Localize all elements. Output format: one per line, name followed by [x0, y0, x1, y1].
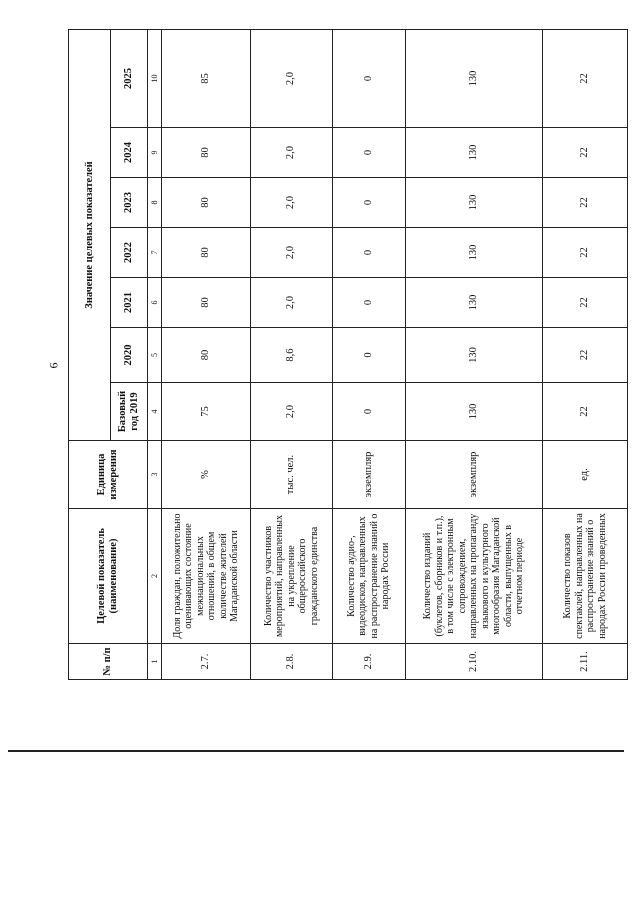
page-number: 6 [46, 362, 61, 369]
header-year: 2021 [111, 278, 148, 328]
rotated-table [68, 30, 628, 680]
year-value: 22 [543, 178, 628, 228]
indicator-name: Количество участников мероприятий, направленных на укрепление общероссийского гражданского единства [251, 509, 333, 644]
year-value: 2,0 [251, 178, 333, 228]
header-no: № п/п [69, 644, 148, 680]
year-value: 22 [543, 128, 628, 178]
indicator-name: Количество показов спектаклей, направленных на распространение знаний о народах России проведенных [543, 509, 628, 644]
year-value: 80 [162, 278, 251, 328]
row-number: 2.7. [162, 644, 251, 680]
column-number: 9 [148, 128, 162, 178]
header-unit: Единица измерения [69, 441, 148, 509]
year-value: 130 [405, 228, 543, 278]
column-number: 8 [148, 178, 162, 228]
indicator-name: Количество изданий (буклетов, сборников и т.п.), в том числе с электронным сопровождением, направленных на пропаганду языкового и культурного многообразия Магаданской области, выпущенных в отчетном периоде [405, 509, 543, 644]
unit: экземпляр [332, 441, 405, 509]
base-value: 130 [405, 383, 543, 441]
header-year: 2024 [111, 128, 148, 178]
year-value: 0 [332, 328, 405, 383]
year-value: 130 [405, 328, 543, 383]
year-value: 130 [405, 128, 543, 178]
column-number: 1 [148, 644, 162, 680]
year-value: 80 [162, 228, 251, 278]
year-value: 22 [543, 29, 628, 127]
header-year: 2020 [111, 328, 148, 383]
column-number-row [148, 29, 162, 679]
header-year: 2023 [111, 178, 148, 228]
year-value: 80 [162, 178, 251, 228]
year-value: 80 [162, 328, 251, 383]
year-value: 130 [405, 29, 543, 127]
table-row [162, 29, 251, 679]
column-number: 2 [148, 509, 162, 644]
base-value: 75 [162, 383, 251, 441]
unit: тыс. чел. [251, 441, 333, 509]
header-year: 2025 [111, 29, 148, 127]
year-value: 130 [405, 278, 543, 328]
row-number: 2.8. [251, 644, 333, 680]
year-value: 130 [405, 178, 543, 228]
base-value: 0 [332, 383, 405, 441]
row-number: 2.10. [405, 644, 543, 680]
year-value: 2,0 [251, 128, 333, 178]
table-row [405, 29, 543, 679]
year-value: 22 [543, 228, 628, 278]
column-number: 7 [148, 228, 162, 278]
indicator-name: Доля граждан, положительно оценивающих состояние межнациональных отношений, в общем количестве жителей Магаданской области [162, 509, 251, 644]
unit: ед. [543, 441, 628, 509]
column-number: 10 [148, 29, 162, 127]
row-number: 2.11. [543, 644, 628, 680]
unit: экземпляр [405, 441, 543, 509]
year-value: 8,6 [251, 328, 333, 383]
base-value: 22 [543, 383, 628, 441]
year-value: 2,0 [251, 228, 333, 278]
header-indicator: Целевой показатель (наименование) [69, 509, 148, 644]
table-row [251, 29, 333, 679]
header-base-year: Базовый год 2019 [111, 383, 148, 441]
rotated-table-container [68, 30, 628, 680]
bottom-rule [8, 750, 624, 752]
year-value: 85 [162, 29, 251, 127]
base-value: 2,0 [251, 383, 333, 441]
row-number: 2.9. [332, 644, 405, 680]
target-indicators-table [68, 29, 628, 680]
table-row [332, 29, 405, 679]
header-values: Значение целевых показателей [69, 29, 111, 440]
year-value: 0 [332, 128, 405, 178]
year-value: 0 [332, 278, 405, 328]
indicator-name: Количество аудио-, видеодисков, направленных на распространение знаний о народах России [332, 509, 405, 644]
header-year: 2022 [111, 228, 148, 278]
year-value: 2,0 [251, 29, 333, 127]
table-row [543, 29, 628, 679]
column-number: 3 [148, 441, 162, 509]
column-number: 6 [148, 278, 162, 328]
year-value: 0 [332, 228, 405, 278]
year-value: 22 [543, 328, 628, 383]
unit: % [162, 441, 251, 509]
year-value: 80 [162, 128, 251, 178]
column-number: 5 [148, 328, 162, 383]
column-number: 4 [148, 383, 162, 441]
year-value: 0 [332, 29, 405, 127]
year-value: 22 [543, 278, 628, 328]
year-value: 2,0 [251, 278, 333, 328]
year-value: 0 [332, 178, 405, 228]
